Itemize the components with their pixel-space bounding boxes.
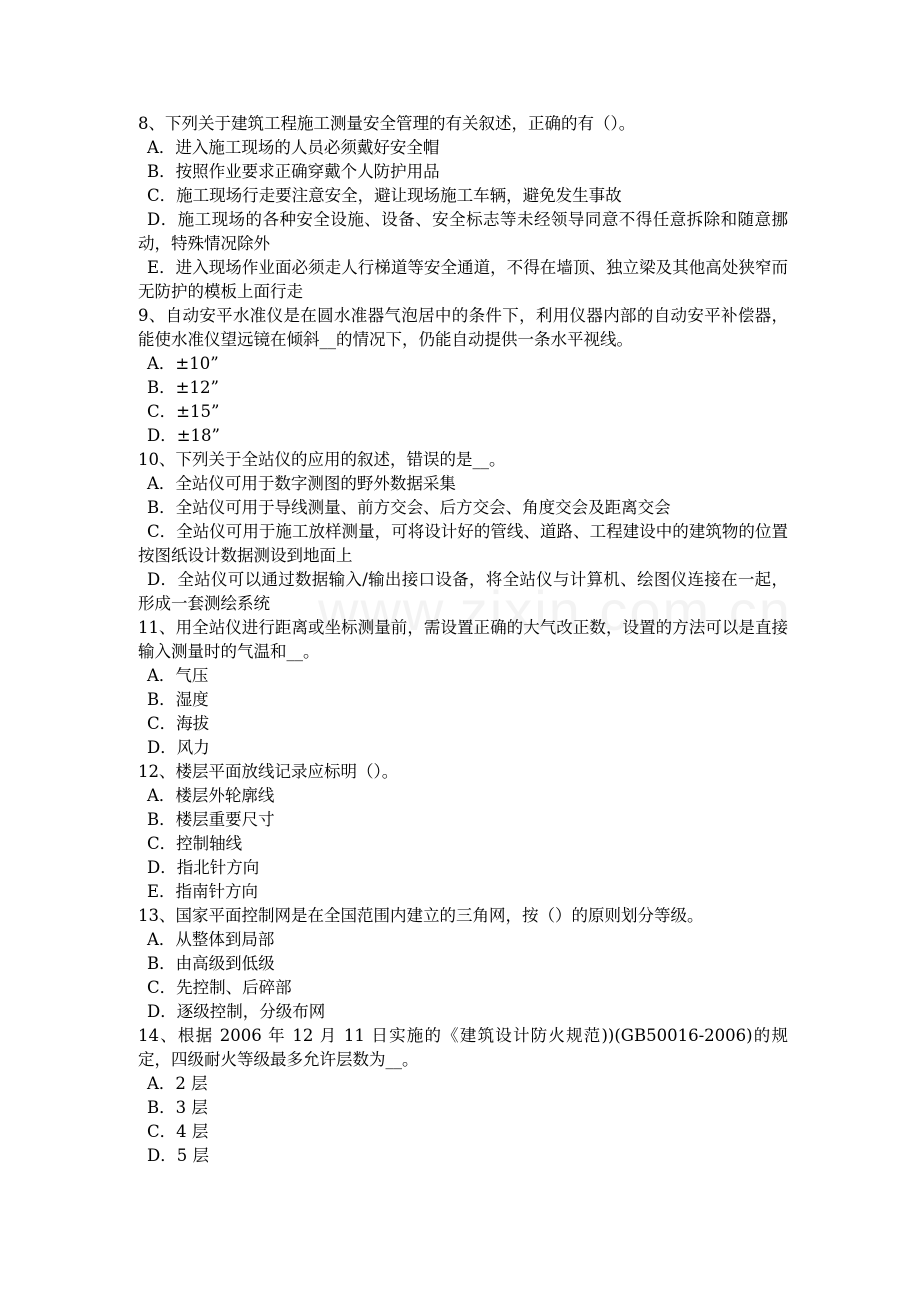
option: B．由高级到低级	[147, 954, 275, 973]
option: C．控制轴线	[147, 834, 243, 853]
question-stem: 10、下列关于全站仪的应用的叙述，错误的是__。	[138, 450, 506, 469]
option: D．全站仪可以通过数据输入/输出接口设备，将全站仪与计算机、绘图仪连接在一起，形成一套测绘系统	[138, 570, 788, 613]
question-stem: 13、国家平面控制网是在全国范围内建立的三角网，按（）的原则划分等级。	[138, 906, 704, 925]
question-stem: 12、楼层平面放线记录应标明（）。	[138, 762, 399, 781]
option: A．气压	[147, 666, 209, 685]
option: D．逐级控制，分级布网	[147, 1002, 326, 1021]
option: E．进入现场作业面必须走人行梯道等安全通道，不得在墙顶、独立梁及其他高处狭窄而无防护的模板上面行走	[138, 258, 788, 301]
option: A．从整体到局部	[147, 930, 275, 949]
option: A．±10”	[147, 354, 219, 373]
option: D．指北针方向	[147, 858, 260, 877]
option: C．施工现场行走要注意安全，避让现场施工车辆，避免发生事故	[147, 186, 622, 205]
option: A．2 层	[147, 1074, 208, 1093]
option: B．按照作业要求正确穿戴个人防护用品	[147, 162, 440, 181]
option: C．±15”	[147, 402, 220, 421]
option: A．全站仪可用于数字测图的野外数据采集	[147, 474, 456, 493]
option: B．楼层重要尺寸	[147, 810, 275, 829]
option: D．5 层	[147, 1146, 209, 1165]
option: C．海拔	[147, 714, 210, 733]
option: B．全站仪可用于导线测量、前方交会、后方交会、角度交会及距离交会	[147, 498, 671, 517]
option: A．进入施工现场的人员必须戴好安全帽	[147, 138, 440, 157]
option: B．3 层	[147, 1098, 208, 1117]
option: B．±12”	[147, 378, 219, 397]
option: C．4 层	[147, 1122, 209, 1141]
option: C．全站仪可用于施工放样测量，可将设计好的管线、道路、工程建设中的建筑物的位置按图纸设计数据测设到地面上	[138, 522, 788, 565]
option: C．先控制、后碎部	[147, 978, 292, 997]
option: D．施工现场的各种安全设施、设备、安全标志等未经领导同意不得任意拆除和随意挪动，特殊情况除外	[138, 210, 788, 253]
option: D．±18”	[147, 426, 220, 445]
question-stem: 8、下列关于建筑工程施工测量安全管理的有关叙述，正确的有（）。	[138, 114, 636, 133]
question-stem: 11、用全站仪进行距离或坐标测量前，需设置正确的大气改正数，设置的方法可以是直接输入测量时的气温和__。	[138, 618, 788, 661]
option: E．指南针方向	[147, 882, 259, 901]
question-list	[138, 112, 788, 1168]
question-stem: 9、自动安平水准仪是在圆水准器气泡居中的条件下，利用仪器内部的自动安平补偿器，能使水准仪望远镜在倾斜__的情况下，仍能自动提供一条水平视线。	[138, 306, 788, 349]
question-stem: 14、根据 2006 年 12 月 11 日实施的《建筑设计防火规范))(GB50016-2006)的规定，四级耐火等级最多允许层数为__。	[138, 1026, 788, 1069]
option: B．湿度	[147, 690, 209, 709]
option: D．风力	[147, 738, 210, 757]
option: A．楼层外轮廓线	[147, 786, 275, 805]
